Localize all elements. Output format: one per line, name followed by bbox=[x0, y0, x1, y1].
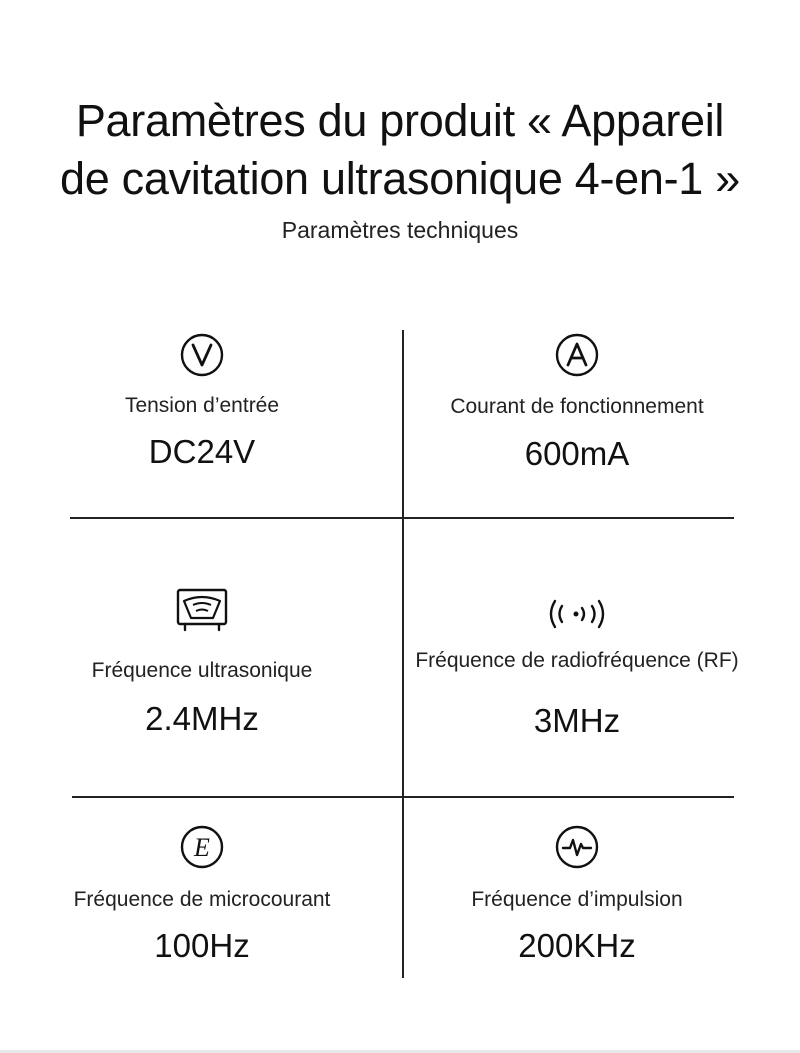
param-label: Tension d’entrée bbox=[124, 394, 280, 417]
svg-text:E: E bbox=[194, 833, 210, 862]
param-cell-voltage bbox=[37, 330, 367, 517]
current-a-icon bbox=[554, 332, 600, 378]
page-subtitle: Paramètres techniques bbox=[281, 217, 519, 243]
ultrasound-monitor-icon bbox=[175, 587, 229, 633]
title-line-1: Paramètres du produit « Appareil bbox=[75, 95, 725, 146]
title-line-2: de cavitation ultrasonique 4-en-1 » bbox=[60, 153, 740, 204]
param-cell-microcurrent bbox=[37, 798, 367, 978]
param-value: DC24V bbox=[148, 433, 256, 470]
voltage-v-icon bbox=[179, 332, 225, 378]
param-value: 200KHz bbox=[518, 927, 636, 964]
param-label: Fréquence de microcourant bbox=[73, 888, 331, 911]
param-label: Courant de fonctionnement bbox=[450, 395, 704, 418]
param-value: 2.4MHz bbox=[145, 700, 259, 737]
param-value: 3MHz bbox=[533, 702, 621, 739]
pulse-icon bbox=[554, 824, 600, 870]
param-cell-ultrasonic bbox=[37, 519, 367, 796]
param-cell-pulse bbox=[412, 798, 742, 978]
param-value: 100Hz bbox=[154, 927, 250, 964]
page-title bbox=[0, 92, 800, 208]
param-label: Fréquence ultrasonique bbox=[91, 659, 313, 682]
grid-divider-vertical bbox=[402, 330, 404, 978]
param-value: 600mA bbox=[524, 435, 630, 472]
ems-e-icon bbox=[179, 824, 225, 870]
param-label: Fréquence d’impulsion bbox=[471, 888, 683, 911]
radio-waves-icon bbox=[545, 597, 609, 631]
param-cell-radiofrequency bbox=[412, 519, 742, 796]
param-label: Fréquence de radiofréquence (RF) bbox=[415, 649, 739, 672]
param-cell-current bbox=[412, 330, 742, 517]
